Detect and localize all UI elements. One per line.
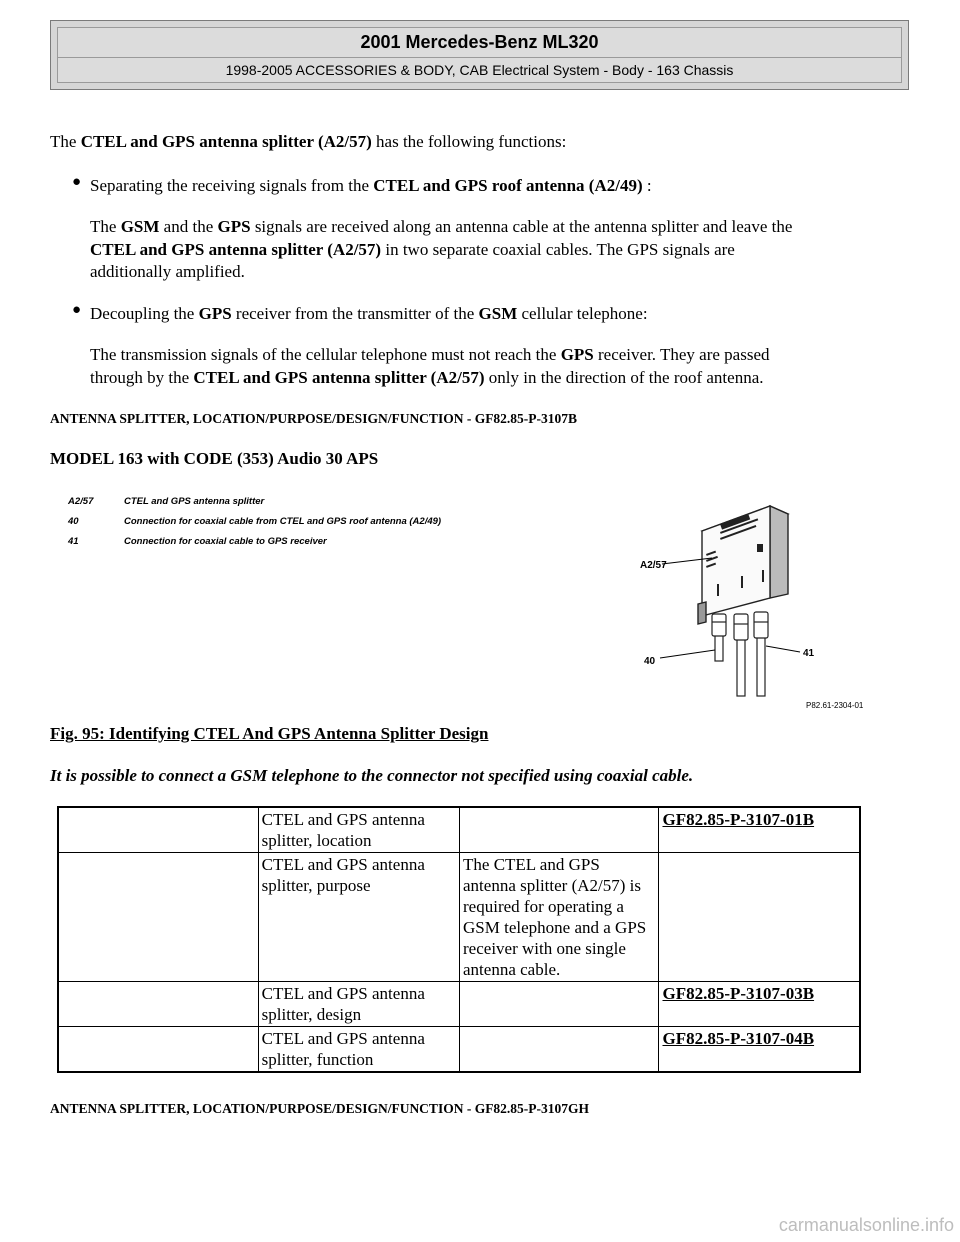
page-header xyxy=(50,20,909,90)
figure-reference: P82.61-2304-01 xyxy=(806,701,864,710)
reference-link[interactable]: GF82.85-P-3107-04B xyxy=(662,1029,815,1048)
table-row xyxy=(58,807,860,853)
bullet-2-end: cellular telephone: xyxy=(517,304,648,323)
table-cell-topic: CTEL and GPS antenna splitter, design xyxy=(258,982,459,1027)
callout-41: 41 xyxy=(803,648,815,659)
figure-caption: Fig. 95: Identifying CTEL And GPS Antenna Splitter Design xyxy=(50,724,489,743)
table-cell-ref[interactable] xyxy=(659,982,860,1027)
table-cell-ref[interactable] xyxy=(659,1027,860,1073)
bullet-dot-2: ● xyxy=(72,302,82,318)
legend-row xyxy=(68,516,441,536)
table-cell xyxy=(58,807,258,853)
reference-link[interactable]: GF82.85-P-3107-03B xyxy=(662,984,815,1003)
legend-row xyxy=(68,536,441,556)
table-cell-ref[interactable] xyxy=(659,807,860,853)
antenna-splitter-illustration xyxy=(620,486,890,718)
p1-gps: GPS xyxy=(217,217,251,236)
callout-a257: A2/57 xyxy=(640,560,667,571)
table-cell xyxy=(58,853,258,982)
spec-table xyxy=(57,806,861,1073)
p2-gps: GPS xyxy=(560,345,594,364)
table-cell xyxy=(460,982,659,1027)
p1-gsm: GSM xyxy=(120,217,160,236)
header-title: 2001 Mercedes-Benz ML320 xyxy=(360,32,599,52)
bullet-2-gsm: GSM xyxy=(478,304,518,323)
paragraph-1-line-2 xyxy=(90,238,735,262)
table-cell xyxy=(460,807,659,853)
table-cell-topic: CTEL and GPS antenna splitter, function xyxy=(258,1027,459,1073)
model-heading: MODEL 163 with CODE (353) Audio 30 APS xyxy=(50,449,379,468)
legend-row xyxy=(68,496,441,516)
table-cell xyxy=(659,853,860,982)
watermark: carmanualsonline.info xyxy=(778,1215,954,1235)
table-cell-description: The CTEL and GPS antenna splitter (A2/57) is required for operating a GSM telephone and a GPS receiver with one single antenna cable. xyxy=(460,853,659,982)
intro-text-end: has the following functions: xyxy=(371,132,567,151)
bullet-1-end: : xyxy=(642,176,652,195)
table-cell xyxy=(58,982,258,1027)
intro-bold: CTEL and GPS antenna splitter (A2/57) xyxy=(80,132,372,151)
paragraph-1-line-3 xyxy=(90,260,245,284)
bullet-1-text: Separating the receiving signals from the xyxy=(90,176,374,195)
table-row xyxy=(58,1027,860,1073)
section-heading-1: ANTENNA SPLITTER, LOCATION/PURPOSE/DESIGN/FUNCTION - GF82.85-P-3107B xyxy=(50,411,578,426)
callout-40: 40 xyxy=(644,656,656,667)
coaxial-cables xyxy=(715,631,765,696)
legend-text: Connection for coaxial cable from CTEL and GPS roof antenna (A2/49) xyxy=(124,516,442,527)
intro-text: The xyxy=(50,132,81,151)
bullet-2 xyxy=(90,302,648,326)
reference-link[interactable]: GF82.85-P-3107-01B xyxy=(662,810,815,829)
figure-legend xyxy=(68,496,441,556)
table-row xyxy=(58,853,860,982)
legend-text: Connection for coaxial cable to GPS receiver xyxy=(124,536,327,547)
connectors xyxy=(712,612,768,640)
p2-text-a: The transmission signals of the cellular telephone must not reach the xyxy=(90,345,561,364)
bullet-dot-1: ● xyxy=(72,174,82,190)
p2-text-c: through by the xyxy=(90,368,194,387)
table-cell xyxy=(460,1027,659,1073)
p2-text-d: only in the direction of the roof antenna. xyxy=(484,368,764,387)
paragraph-2-line-2 xyxy=(90,366,764,390)
table-cell xyxy=(58,1027,258,1073)
p1-text-a: The xyxy=(90,217,121,236)
p1-text-d: in two separate coaxial cables. The GPS signals are xyxy=(381,240,735,259)
header-panel xyxy=(57,27,902,83)
bullet-2-gps: GPS xyxy=(198,304,232,323)
legend-code: 41 xyxy=(68,536,79,547)
bullet-2-text: Decoupling the xyxy=(90,304,199,323)
bullet-2-text-b: receiver from the transmitter of the xyxy=(231,304,479,323)
bullet-1 xyxy=(90,174,652,198)
table-cell-topic: CTEL and GPS antenna splitter, location xyxy=(258,807,459,853)
legend-code: 40 xyxy=(68,516,79,527)
table-row xyxy=(58,982,860,1027)
note-text: It is possible to connect a GSM telephone to the connector not specified using coaxial cable. xyxy=(50,766,694,785)
p2-splitter: CTEL and GPS antenna splitter (A2/57) xyxy=(193,368,485,387)
table-cell-topic: CTEL and GPS antenna splitter, purpose xyxy=(258,853,459,982)
bullet-1-bold: CTEL and GPS roof antenna (A2/49) xyxy=(373,176,643,195)
p1-text-c: signals are received along an antenna cable at the antenna splitter and leave the xyxy=(250,217,793,236)
p1-splitter: CTEL and GPS antenna splitter (A2/57) xyxy=(90,240,382,259)
intro-paragraph xyxy=(50,130,566,154)
legend-code: A2/57 xyxy=(68,496,94,507)
legend-text: CTEL and GPS antenna splitter xyxy=(124,496,265,507)
paragraph-1-line-1 xyxy=(90,215,792,239)
p2-text-b: receiver. They are passed xyxy=(593,345,770,364)
p1-text-e: additionally amplified. xyxy=(90,262,245,281)
header-subtitle: 1998-2005 ACCESSORIES & BODY, CAB Electrical System - Body - 163 Chassis xyxy=(225,62,734,78)
header-divider xyxy=(58,57,901,58)
paragraph-2-line-1 xyxy=(90,343,770,367)
p1-text-b: and the xyxy=(159,217,218,236)
section-heading-2: ANTENNA SPLITTER, LOCATION/PURPOSE/DESIGN/FUNCTION - GF82.85-P-3107GH xyxy=(50,1101,590,1116)
